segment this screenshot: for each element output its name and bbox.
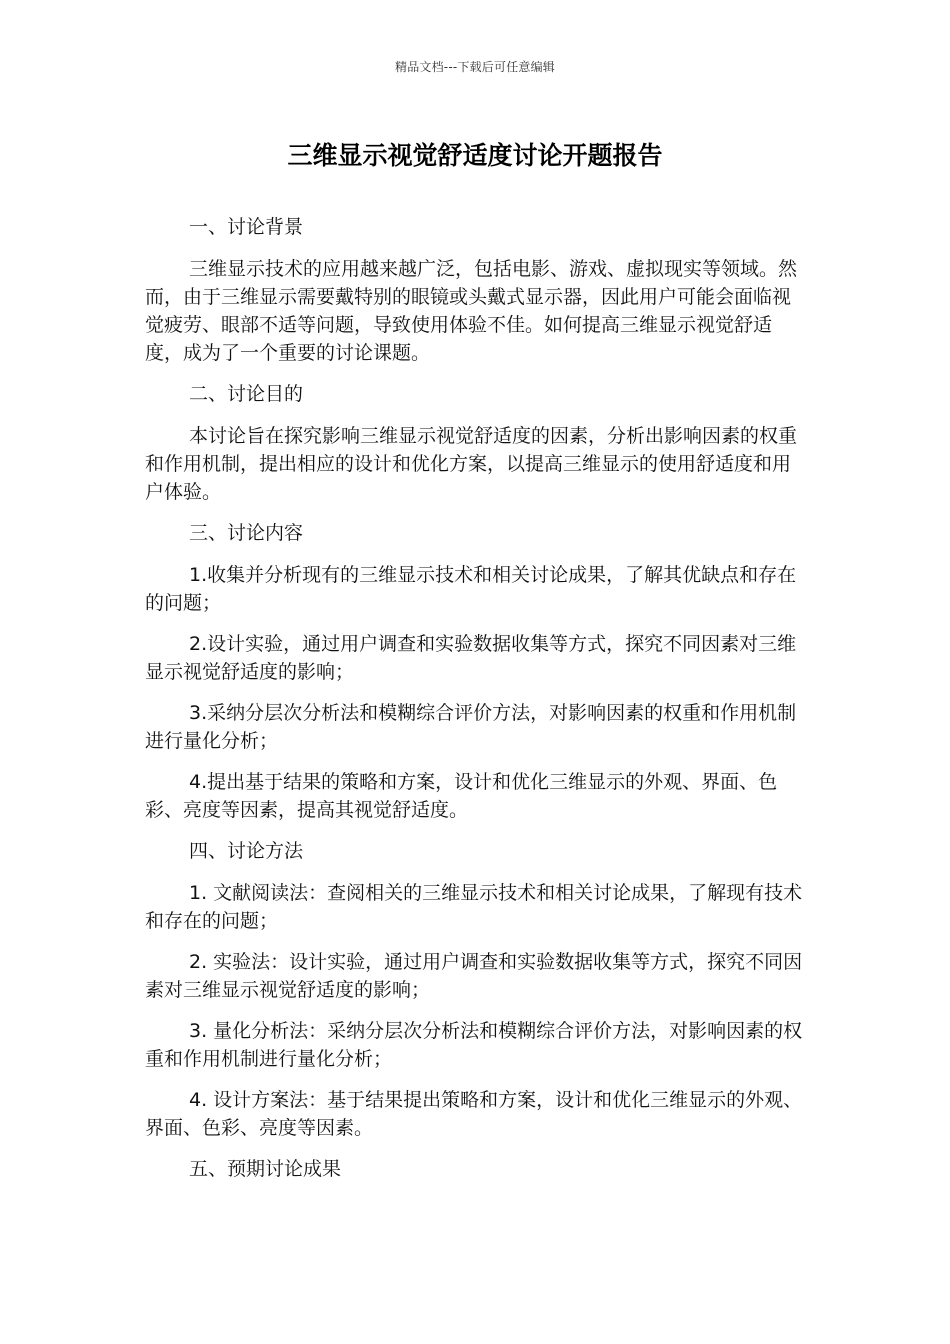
section-heading-background: 一、讨论背景 <box>189 216 304 238</box>
section-heading-expected-results: 五、预期讨论成果 <box>189 1158 342 1180</box>
header-note: 精品文档---下载后可任意编辑 <box>395 60 555 74</box>
document-body <box>145 213 805 1197</box>
section-heading-methods: 四、讨论方法 <box>189 840 304 862</box>
content-item-1: 1.收集并分析现有的三维显示技术和相关讨论成果，了解其优缺点和存在的问题； <box>145 564 797 614</box>
content-item-3: 3.采纳分层次分析法和模糊综合评价方法，对影响因素的权重和作用机制进行量化分析； <box>145 702 797 752</box>
content-item-4: 4.提出基于结果的策略和方案，设计和优化三维显示的外观、界面、色彩、亮度等因素，提高其视觉舒适度。 <box>145 771 778 821</box>
background-paragraph: 三维显示技术的应用越来越广泛，包括电影、游戏、虚拟现实等领域。然而，由于三维显示需要戴特别的眼镜或头戴式显示器，因此用户可能会面临视觉疲劳、眼部不适等问题，导致使用体验不佳。如何提高三维显示视觉舒适度，成为了一个重要的讨论课题。 <box>145 258 798 364</box>
method-item-1: 1. 文献阅读法：查阅相关的三维显示技术和相关讨论成果，了解现有技术和存在的问题； <box>145 882 803 932</box>
document-title: 三维显示视觉舒适度讨论开题报告 <box>287 141 663 170</box>
method-item-4: 4. 设计方案法：基于结果提出策略和方案，设计和优化三维显示的外观、界面、色彩、亮度等因素。 <box>145 1089 803 1139</box>
section-heading-content: 三、讨论内容 <box>189 522 304 544</box>
method-item-2: 2. 实验法：设计实验，通过用户调查和实验数据收集等方式，探究不同因素对三维显示视觉舒适度的影响； <box>145 951 803 1001</box>
method-item-3: 3. 量化分析法：采纳分层次分析法和模糊综合评价方法，对影响因素的权重和作用机制进行量化分析； <box>145 1020 803 1070</box>
section-heading-purpose: 二、讨论目的 <box>189 383 304 405</box>
content-item-2: 2.设计实验，通过用户调查和实验数据收集等方式，探究不同因素对三维显示视觉舒适度的影响； <box>145 633 797 683</box>
purpose-paragraph: 本讨论旨在探究影响三维显示视觉舒适度的因素，分析出影响因素的权重和作用机制，提出相应的设计和优化方案，以提高三维显示的使用舒适度和用户体验。 <box>145 425 798 503</box>
